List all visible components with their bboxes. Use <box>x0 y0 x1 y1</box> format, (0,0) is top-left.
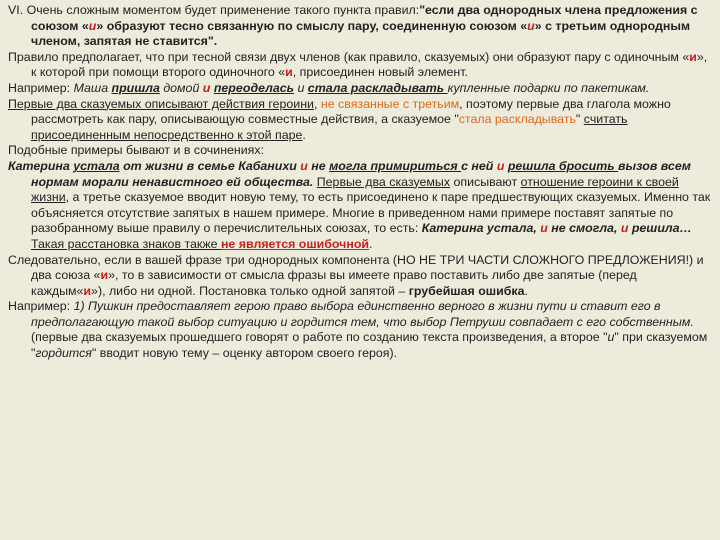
text-run: вызов всем нормам морали ненавистного ей общества. <box>31 158 691 189</box>
text-run: 1) Пушкин предоставляет герою право выбора единственно верного в жизни пути и ставит его в предполагающую такой выбор ситуацию и гордится тем, что выбор Петруши совпадает с его собственным. <box>31 299 694 329</box>
text-run: и <box>83 283 92 298</box>
text-run: (первые два сказуемых прошедшего говорят о работе по созданию текста произведения, а второе " <box>31 330 608 345</box>
text-run: Подобные примеры бывают и в сочинениях: <box>8 143 265 158</box>
text-run: . <box>302 127 306 142</box>
text-run: », к которой при помощи второго одиночного « <box>31 49 708 80</box>
text-run: . <box>524 283 528 298</box>
text-run: и <box>294 80 308 95</box>
text-run: " вводит новую тему – оценку автором своего героя). <box>91 346 398 361</box>
text-run: , а третье сказуемое вводит новую тему, то есть присоединено к паре предшествующих сказуемых. Именно так объясняется отсутствие запятых в нашем примере. Многие в приведенном нами примере поставят запятые по разобранному выше правилу о перечислительных союзах, то есть: <box>31 190 711 236</box>
text-run: и <box>100 268 109 283</box>
text-run: Правило предполагает, что при тесной связи двух членов (как правило, сказуемых) они образуют пару с одиночным « <box>8 49 690 64</box>
text-run: не связанные с третьим <box>320 96 460 111</box>
text-run: с ней <box>461 158 497 173</box>
text-run: VI. Очень сложным моментом будет применение такого пункта правил: <box>8 3 420 17</box>
text-run: решила бросить <box>507 158 619 173</box>
text-run: Следовательно, если в вашей фразе три однородных компонента (НО НЕ ТРИ ЧАСТИ СЛОЖНОГО ПРЕДЛОЖЕНИЯ!) и два союза « <box>8 252 704 283</box>
paragraph-8 <box>8 299 714 361</box>
text-run: Например: <box>8 299 74 314</box>
text-run: "если два однородных члена предложения с союзом « <box>31 3 698 33</box>
text-run: Первые два сказуемых описывают действия героини <box>8 96 314 111</box>
paragraph-3 <box>8 81 714 97</box>
text-run: домой <box>159 80 203 95</box>
text-run: и <box>285 65 293 80</box>
text-run: и <box>300 158 308 173</box>
text-run: стала раскладывать <box>458 112 576 127</box>
text-run: Первые два сказуемых <box>316 174 451 189</box>
text-run: и <box>689 49 697 64</box>
text-run: , <box>313 96 321 111</box>
text-run: . <box>369 236 373 251</box>
text-run: устала <box>73 158 120 173</box>
text-run: " <box>575 112 584 127</box>
text-run: грубейшая ошибка <box>408 283 525 298</box>
text-run: Катерина устала, <box>421 221 541 236</box>
text-run: , присоединен новый элемент. <box>292 65 468 80</box>
text-run: » образуют тесно связанную по смыслу пару, соединенную союзом « <box>96 18 528 33</box>
text-run: и <box>540 221 548 236</box>
text-run: пришла <box>111 80 160 95</box>
text-run: описывают <box>450 174 521 189</box>
text-run: Маша <box>73 80 112 95</box>
text-run: Такая расстановка знаков также <box>31 236 221 251</box>
text-run: переоделась <box>213 80 295 95</box>
text-run: могла примириться <box>329 158 462 173</box>
text-run: »), либо ни одной. Постановка только одной запятой – <box>91 283 409 298</box>
text-run: " при сказуемом " <box>31 330 708 361</box>
text-run: не является ошибочной <box>220 236 370 251</box>
paragraph-4 <box>8 97 714 144</box>
text-run: , поэтому первые два глагола можно рассмотреть как пару, описывающую совместные действия, а сказуемое " <box>31 96 671 127</box>
text-run: не <box>307 158 330 173</box>
text-run: гордится <box>35 346 92 361</box>
text-run: » с третьим однородным членом, запятая не ставится". <box>31 18 691 49</box>
text-run: Например: <box>8 80 74 95</box>
text-run: отношение героини к своей жизни <box>31 174 679 205</box>
text-run: стала раскладывать <box>307 80 448 95</box>
document-text <box>8 3 714 362</box>
text-run: не смогла, <box>547 221 621 236</box>
text-run: Катерина <box>8 158 74 173</box>
text-run: и <box>88 18 97 33</box>
text-run: считать присоединенным непосредственно к этой паре <box>31 112 628 142</box>
text-run: », то в зависимости от смысла фразы вы имеете право поставить либо две запятые (перед каждым« <box>31 268 637 298</box>
text-run: и <box>496 158 505 173</box>
text-run: и <box>527 18 535 33</box>
text-run: решила… <box>628 221 692 236</box>
paragraph-5 <box>8 143 714 159</box>
text-run: от жизни в семье Кабанихи <box>119 158 301 173</box>
text-run: купленные подарки по пакетикам. <box>447 80 650 95</box>
paragraph-2 <box>8 50 714 81</box>
text-run: и <box>202 80 211 95</box>
text-run: и <box>607 330 615 345</box>
paragraph-1 <box>8 3 714 50</box>
text-run: и <box>620 221 629 236</box>
paragraph-6 <box>8 159 714 253</box>
paragraph-7 <box>8 253 714 300</box>
